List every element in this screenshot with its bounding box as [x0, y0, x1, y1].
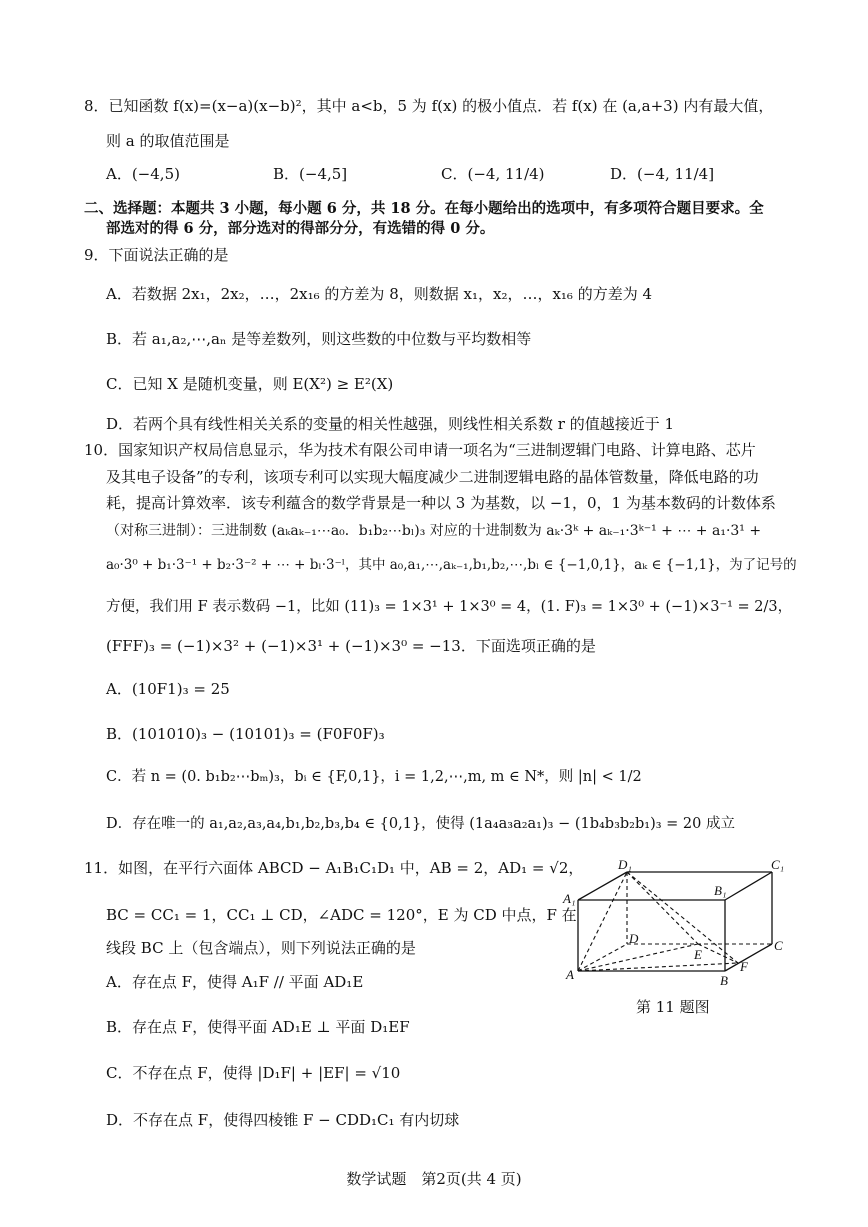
- q8-option-d: D．(−4, 11/4]: [610, 165, 715, 183]
- q10-stem-line7: (FFF)₃ = (−1)×3² + (−1)×3¹ + (−1)×3⁰ = −13．下面选项正确的是: [106, 637, 596, 655]
- q11-option-c: C．不存在点 F，使得 |D₁F| + |EF| = √10: [106, 1064, 401, 1082]
- q9-stem: 9．下面说法正确的是: [84, 246, 229, 264]
- q9-option-a: A．若数据 2x₁，2x₂，…，2x₁₆ 的方差为 8，则数据 x₁，x₂，…，x₁₆ 的方差为 4: [106, 285, 653, 303]
- q8-stem-line2: 则 a 的取值范围是: [106, 132, 230, 150]
- label-c1: C₁: [771, 858, 785, 872]
- q10-stem-line2: 及其电子设备”的专利，该项专利可以实现大幅度减少二进制逻辑电路的晶体管数量，降低电路的功: [106, 468, 759, 486]
- parallelepiped-figure: [560, 858, 800, 988]
- q8-option-b: B．(−4,5]: [273, 165, 348, 183]
- q10-option-c: C．若 n = (0. b₁b₂⋯bₘ)₃，bᵢ ∈ {F,0,1}，i = 1,2,⋯,m, m ∈ N*，则 |n| < 1/2: [106, 769, 642, 785]
- segment-e-f: [698, 944, 738, 963]
- q8-stem-line1: 8．已知函数 f(x)=(x−a)(x−b)²，其中 a<b，5 为 f(x) 的极小值点．若 f(x) 在 (a,a+3) 内有最大值，: [84, 97, 774, 115]
- label-d1: D₁: [618, 858, 632, 872]
- edge-b1-c1: [725, 872, 772, 900]
- q10-stem-line4: （对称三进制）：三进制数 (aₖaₖ₋₁⋯a₀．b₁b₂⋯bₗ)₃ 对应的十进制数为 aₖ·3ᵏ + aₖ₋₁·3ᵏ⁻¹ + ⋯ + a₁·3¹ +: [106, 523, 762, 539]
- q10-stem-line1: 10．国家知识产权局信息显示，华为技术有限公司申请一项名为“三进制逻辑门电路、计算电路、芯片: [84, 441, 756, 459]
- q11-option-a: A．存在点 F，使得 A₁F // 平面 AD₁E: [106, 973, 364, 991]
- q11-stem-line1: 11．如图，在平行六面体 ABCD − A₁B₁C₁D₁ 中，AB = 2，AD₁ = √2，: [84, 859, 584, 877]
- label-e: E: [694, 947, 702, 962]
- q10-stem-line3: 耗，提高计算效率．该专利蕴含的数学背景是一种以 3 为基数，以 −1，0，1 为基本数码的计数体系: [106, 494, 776, 512]
- label-b: B: [720, 973, 728, 988]
- label-a1: A₁: [563, 891, 576, 906]
- q10-stem-line6: 方便，我们用 F 表示数码 −1，比如 (11)₃ = 1×3¹ + 1×3⁰ = 4，(1. F)₃ = 1×3⁰ + (−1)×3⁻¹ = 2/3，: [106, 599, 793, 615]
- label-d: D: [629, 931, 639, 946]
- section2-heading-line2: 部选对的得 6 分，部分选对的得部分分，有选错的得 0 分。: [106, 220, 495, 237]
- q9-option-d: D．若两个具有线性相关关系的变量的相关性越强，则线性相关系数 r 的值越接近于 1: [106, 415, 675, 433]
- segment-a-f: [578, 963, 738, 971]
- section2-heading-line1: 二、选择题：本题共 3 小题，每小题 6 分，共 18 分。在每小题给出的选项中，有多项符合题目要求。全: [84, 200, 764, 217]
- q8-option-c: C．(−4, 11/4): [441, 165, 545, 183]
- label-f: F: [740, 959, 748, 974]
- q10-option-b: B．(101010)₃ − (10101)₃ = (F0F0F)₃: [106, 725, 385, 743]
- q11-option-d: D．不存在点 F，使得四棱锥 F − CDD₁C₁ 有内切球: [106, 1111, 460, 1129]
- page-footer: 数学试题 第2页(共 4 页): [346, 1170, 522, 1188]
- q10-stem-line5: a₀·3⁰ + b₁·3⁻¹ + b₂·3⁻² + ⋯ + bₗ·3⁻ˡ，其中 a₀,a₁,⋯,aₖ₋₁,b₁,b₂,⋯,bₗ ∈ {−1,0,1}，aₖ ∈ {−1,1}，为了记号的: [106, 557, 797, 573]
- label-c: C: [774, 938, 783, 953]
- q10-option-d: D．存在唯一的 a₁,a₂,a₃,a₄,b₁,b₂,b₃,b₄ ∈ {0,1}，使得 (1a₄a₃a₂a₁)₃ − (1b₄b₃b₂b₁)₃ = 20 成立: [106, 816, 735, 832]
- segment-a-e: [578, 944, 698, 971]
- label-a: A: [566, 967, 574, 982]
- q11-stem-line2: BC = CC₁ = 1，CC₁ ⊥ CD，∠ADC = 120°，E 为 CD 中点，F 在: [106, 906, 577, 924]
- q8-option-a: A．(−4,5): [106, 165, 180, 183]
- hidden-edge-a-d: [578, 944, 627, 971]
- q11-stem-line3: 线段 BC 上（包含端点），则下列说法正确的是: [106, 939, 416, 957]
- segment-a-d1: [578, 872, 627, 971]
- q9-option-b: B．若 a₁,a₂,⋯,aₙ 是等差数列，则这些数的中位数与平均数相等: [106, 330, 532, 348]
- figure-caption: 第 11 题图: [636, 998, 710, 1016]
- q9-option-c: C．已知 X 是随机变量，则 E(X²) ≥ E²(X): [106, 375, 394, 393]
- label-b1: B₁: [714, 883, 727, 898]
- q10-option-a: A．(10F1)₃ = 25: [106, 680, 230, 698]
- q11-option-b: B．存在点 F，使得平面 AD₁E ⊥ 平面 D₁EF: [106, 1018, 410, 1036]
